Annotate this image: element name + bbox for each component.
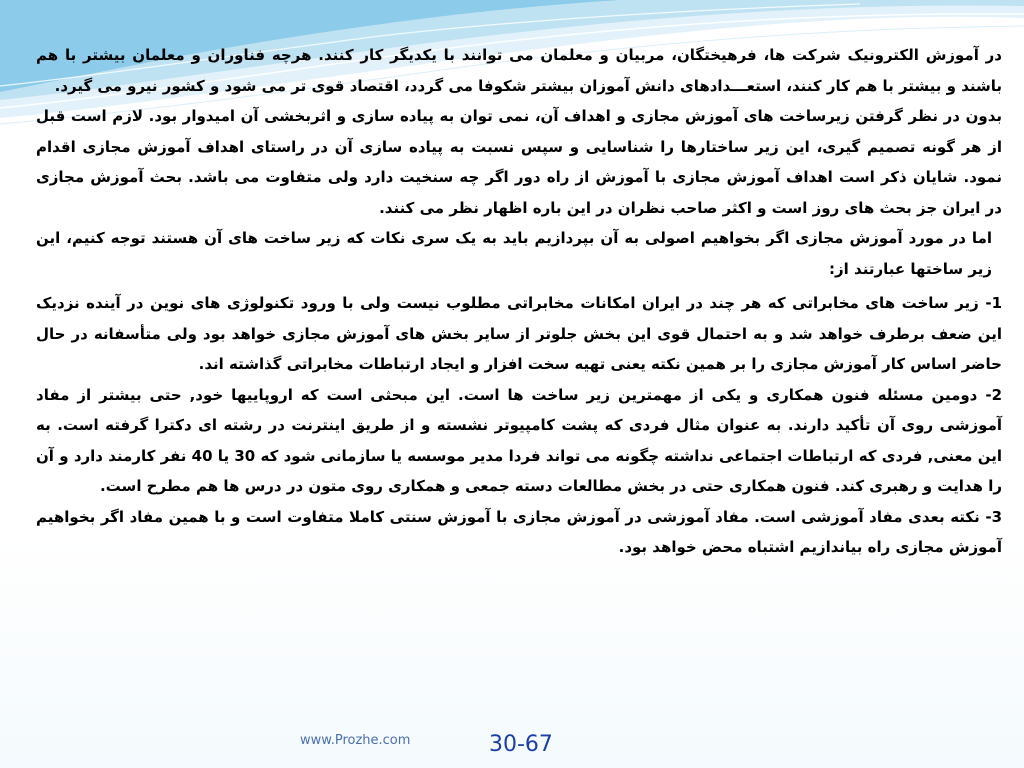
list-item-cooperation: 2- دومین مسئله فنون همکاری و یکی از مهمترین زیر ساخت ها است. این مبحثی است که اروپاییها خود, حتی بیشتر از مفاد آموزشی روی آن تأکید دارند. به عنوان مثال فردی که پشت کامپیوتر نشسته و از طریق اینترنت در رشته ای دکترا گرفته است. به این معنی, فردی که ارتباطات اجتماعی نداشته چگونه می تواند فردا مدیر موسسه یا سازمانی شود که 30 یا 40 نفر کارمند دارد و آن را هدایت و رهبری کند. فنون همکاری حتی در بخش مطالعات دسته جمعی و همکاری روی متون در درس ها هم مطرح است. xyxy=(36,385,1002,495)
page-number: 30-67 xyxy=(489,732,553,757)
paragraph-intro: در آموزش الکترونیک شرکت ها، فرهیختگان، مربیان و معلمان می توانند با یکدیگر کار کنند. هرچه فناوران و معلمان بیشتر با هم باشند و بیشتر با هم کار کنند، استعـــدادهای دانش آموزان بیشتر شکوفا می گردد، اقتصاد قوی تر می شود و کشور نیرو می گیرد. xyxy=(36,46,1002,95)
paragraph-infrastructure: بدون در نظر گرفتن زیرساخت های آموزش مجازی و اهداف آن، نمی توان به پیاده سازی و اثربخشی آن امیدوار بود. لازم است قبل از هر گونه تصمیم گیری، این زیر ساختارها را شناسایی و سپس نسبت به پیاده سازی آن در راستای اهداف آموزش مجازی اقدام نمود. شایان ذکر است اهداف آموزش مجازی با آموزش از راه دور اگر چه سنخیت دارد ولی متفاوت می باشد. بحث آموزش مجازی در ایران جز بحث های روز است و اکثر صاحب نظران در این باره اظهار نظر می کنند. xyxy=(36,107,1002,217)
list-item-content: 3- نکته بعدی مفاد آموزشی است. مفاد آموزشی در آموزش مجازی با آموزش سنتی کاملا متفاوت است و با همین مفاد اگر بخواهیم آموزش مجازی راه بیاندازیم اشتباه محض خواهد بود. xyxy=(36,507,1002,556)
paragraph-principles: اما در مورد آموزش مجازی اگر بخواهیم اصولی به آن بپردازیم باید به یک سری نکات که زیر ساخت های آن هستند توجه کنیم، این زیر ساختها عبارتند از: xyxy=(36,229,992,278)
body-text xyxy=(36,40,1002,710)
list-item-telecom: 1- زیر ساخت های مخابراتی که هر چند در ایران امکانات مخابراتی مطلوب نیست ولی با ورود تکنولوژی های نوین در آینده نزدیک این ضعف برطرف خواهد شد و به احتمال قوی این بخش جلوتر از سایر بخش های آموزش مجازی خواهد بود ولی متأسفانه در حال حاضر اساس کار آموزش مجازی را بر همین نکته یعنی تهیه سخت افزار و ایجاد ارتباطات مخابراتی گذاشته اند. xyxy=(36,294,1002,373)
footer-url-link[interactable]: www.Prozhe.com xyxy=(300,733,411,748)
